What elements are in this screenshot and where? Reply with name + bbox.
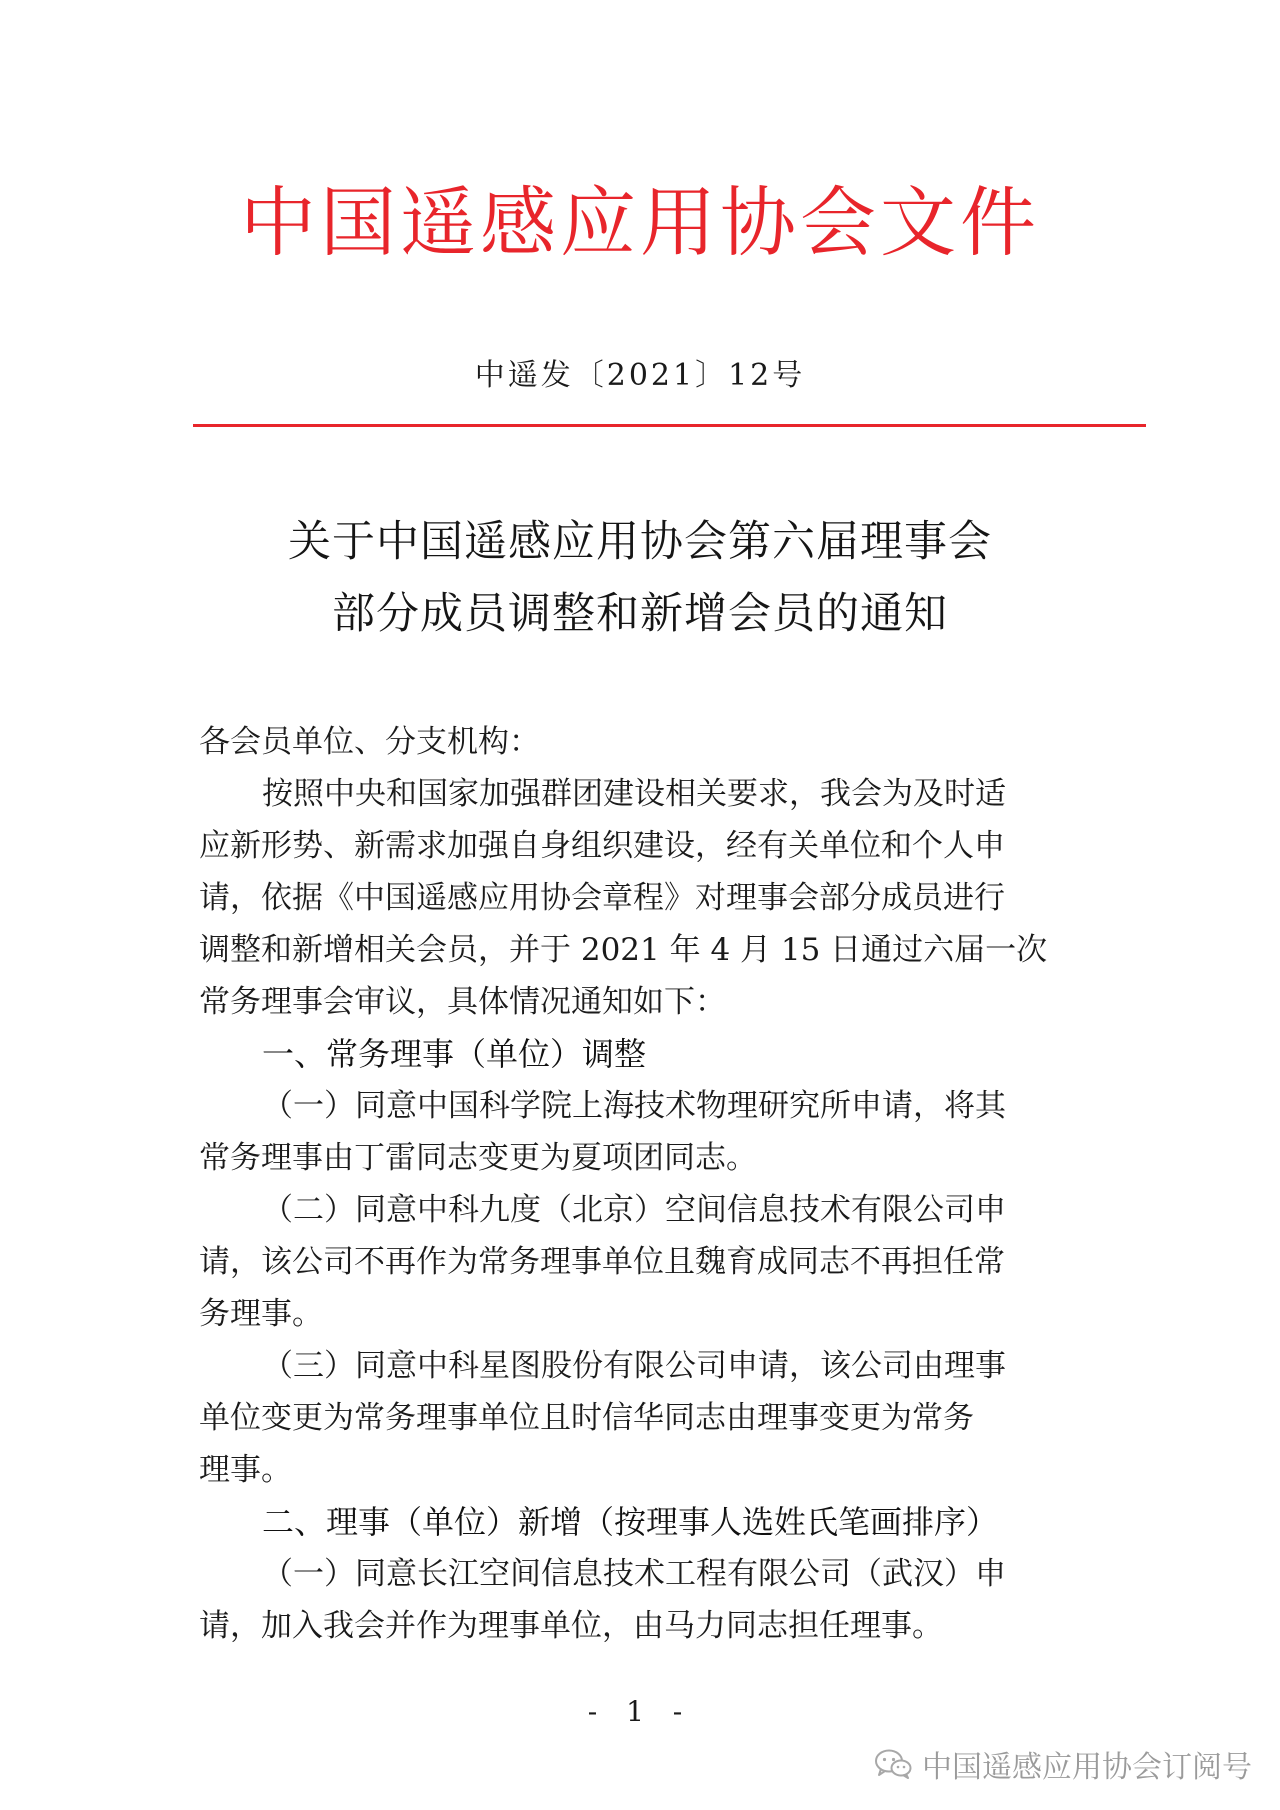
watermark-text: 中国遥感应用协会订阅号 [922, 1750, 1252, 1785]
red-divider [193, 424, 1146, 427]
body-text-line: （二）同意中科九度（北京）空间信息技术有限公司申 [262, 1192, 1006, 1228]
page-number: - 1 - [587, 1695, 693, 1728]
body-text-line: 请，依据《中国遥感应用协会章程》对理事会部分成员进行 [199, 880, 1005, 916]
body-text-line: （一）同意长江空间信息技术工程有限公司（武汉）申 [262, 1556, 1006, 1592]
document-number: 中遥发〔2021〕12号 [474, 358, 806, 393]
body-text-line: 理事。 [199, 1452, 292, 1488]
org-header-title: 中国遥感应用协会文件 [240, 178, 1040, 267]
body-text-line: 请，该公司不再作为常务理事单位且魏育成同志不再担任常 [199, 1244, 1005, 1280]
body-text-line: 单位变更为常务理事单位且时信华同志由理事变更为常务 [199, 1400, 974, 1436]
section-heading-2: 二、理事（单位）新增（按理事人选姓氏笔画排序） [262, 1503, 999, 1541]
body-text-line: 常务理事由丁雷同志变更为夏项团同志。 [199, 1140, 757, 1176]
body-text-line: 按照中央和国家加强群团建设相关要求，我会为及时适 [262, 776, 1006, 812]
body-text-line: （三）同意中科星图股份有限公司申请，该公司由理事 [262, 1348, 1006, 1384]
wechat-icon [874, 1748, 912, 1780]
body-text-line: 应新形势、新需求加强自身组织建设，经有关单位和个人申 [199, 828, 1005, 864]
notice-title-line-2: 部分成员调整和新增会员的通知 [332, 589, 948, 639]
body-text-line: （一）同意中国科学院上海技术物理研究所申请，将其 [262, 1088, 1006, 1124]
body-text-line: 务理事。 [199, 1296, 323, 1332]
salutation: 各会员单位、分支机构： [199, 724, 540, 760]
watermark [874, 1742, 1252, 1786]
body-text-line: 调整和新增相关会员，并于 2021 年 4 月 15 日通过六届一次 [199, 932, 1048, 968]
notice-title-line-1: 关于中国遥感应用协会第六届理事会 [288, 517, 992, 567]
body-text-line: 常务理事会审议，具体情况通知如下： [199, 984, 726, 1020]
section-heading-1: 一、常务理事（单位）调整 [262, 1035, 647, 1073]
body-text-line: 请，加入我会并作为理事单位，由马力同志担任理事。 [199, 1608, 943, 1644]
